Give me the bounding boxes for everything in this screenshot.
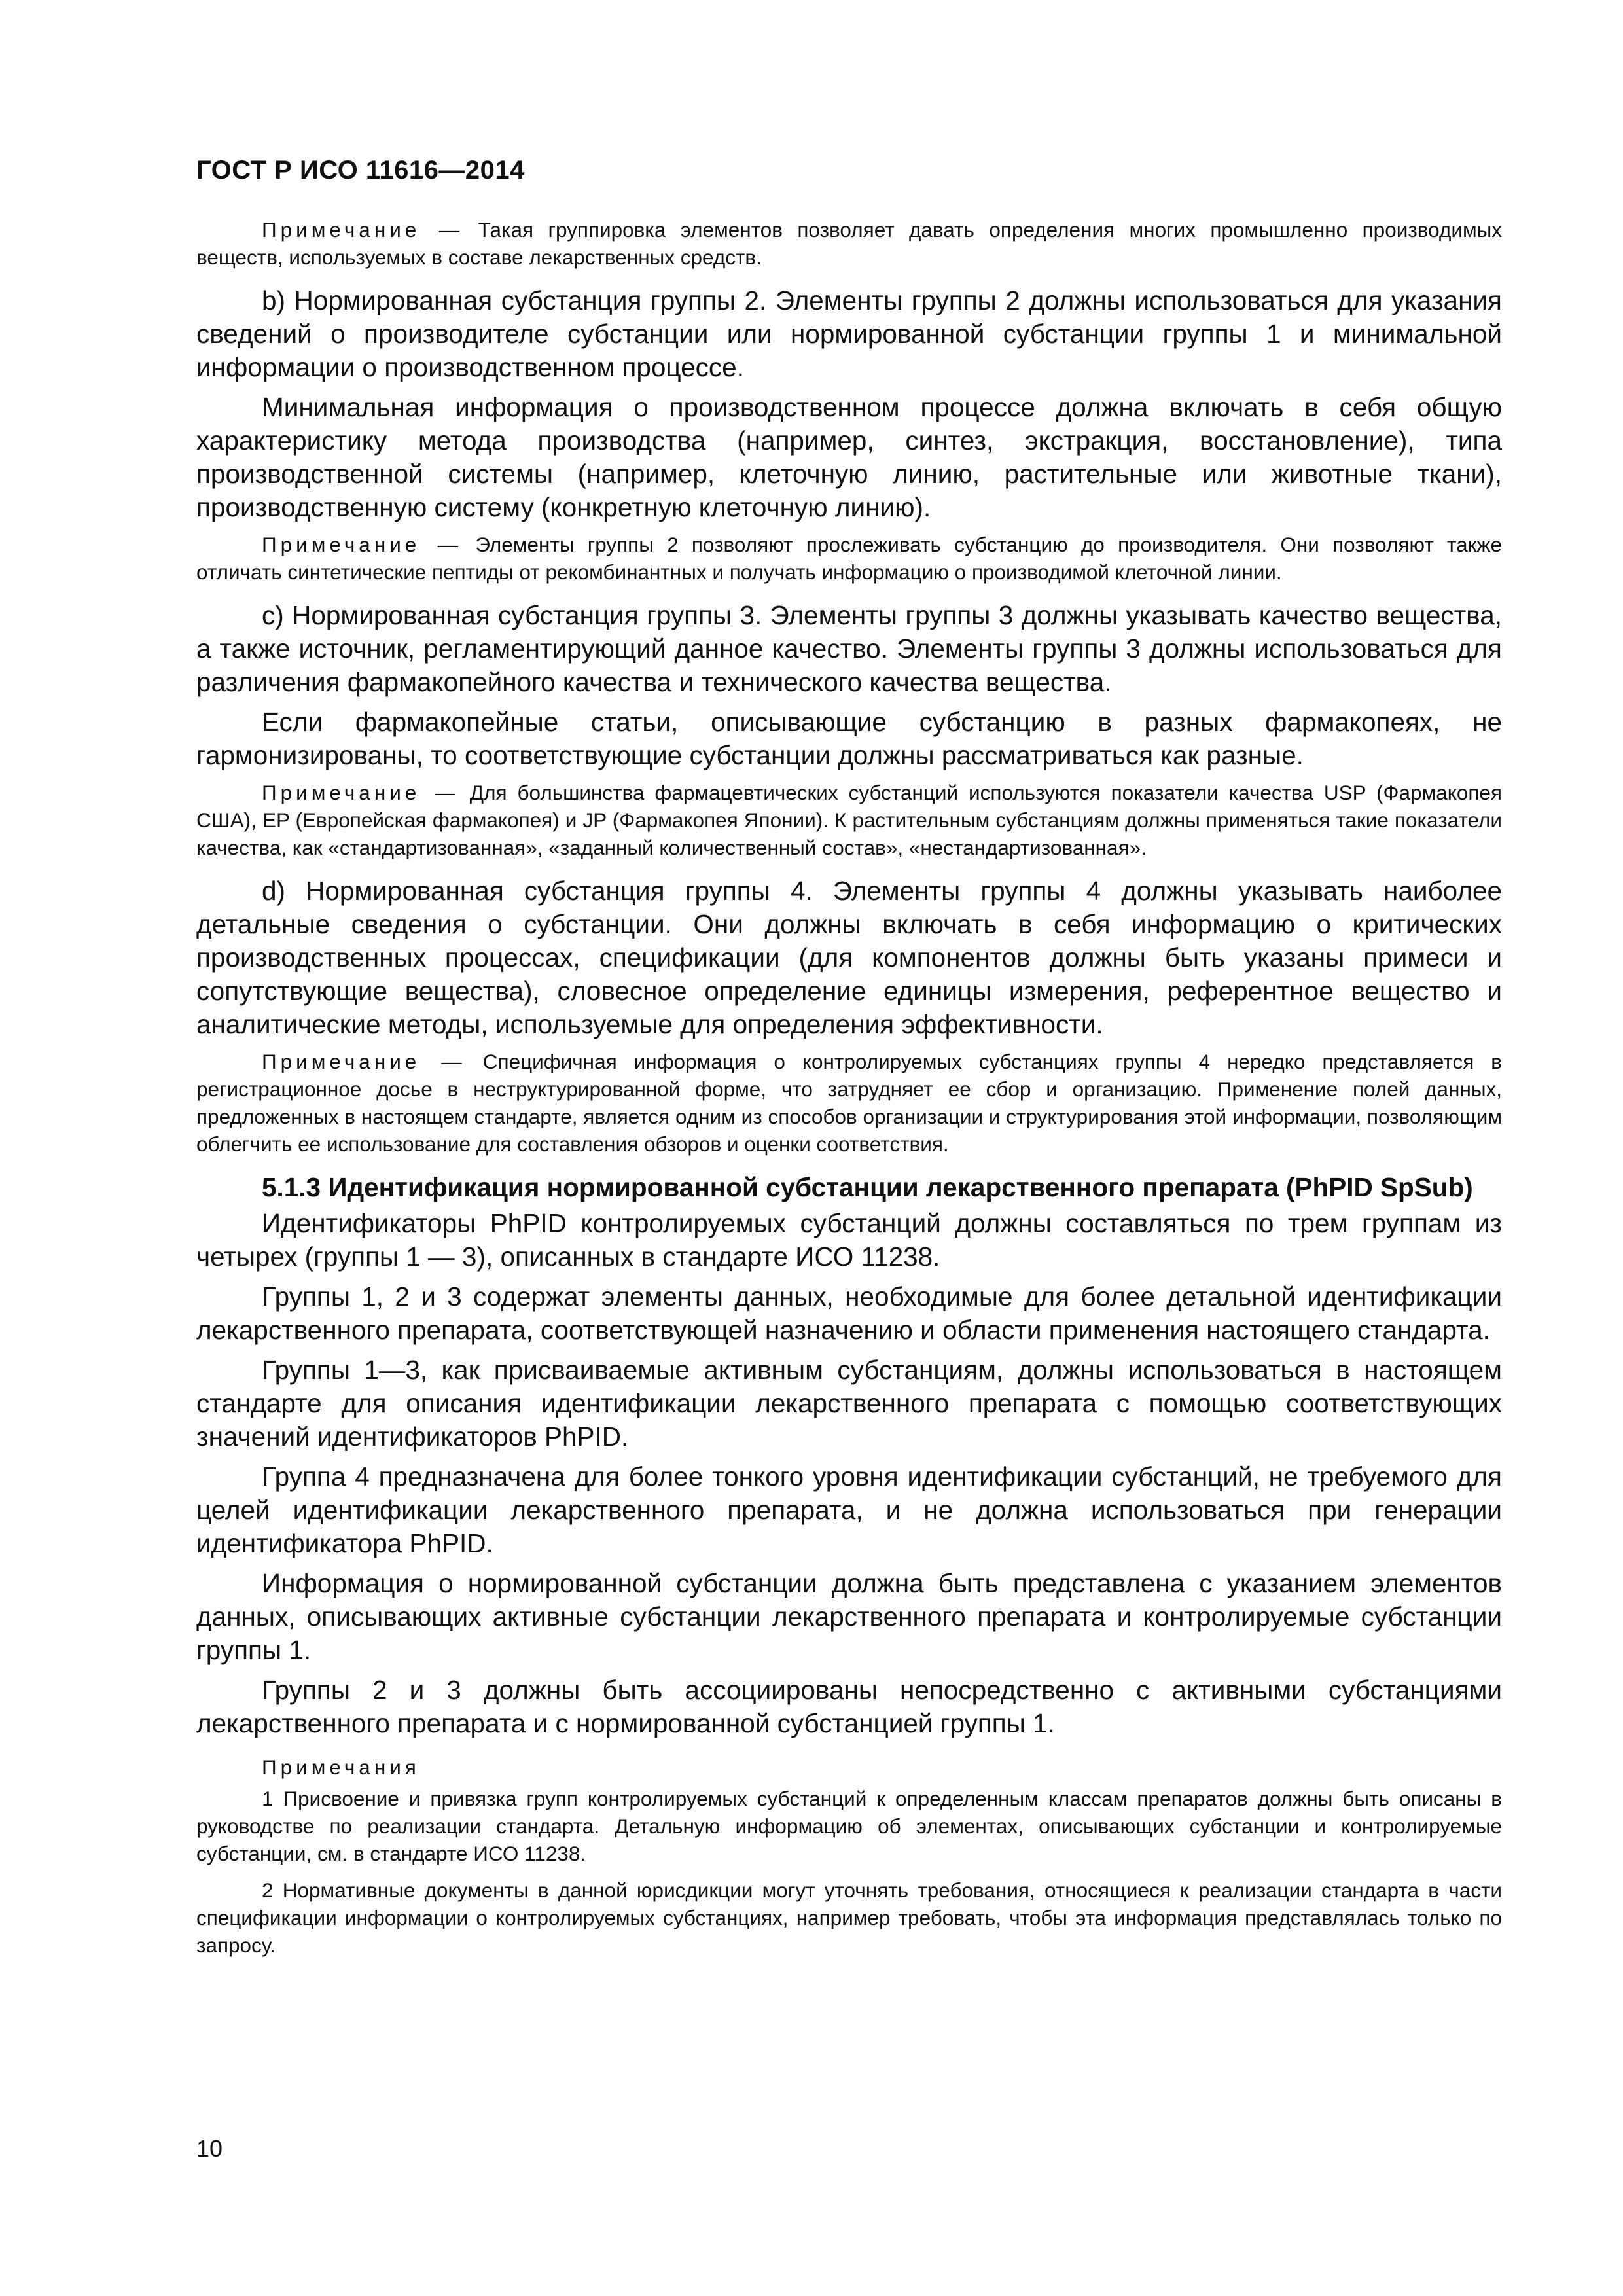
body-paragraph: d) Нормированная субстанция группы 4. Элементы группы 4 должны указывать наиболее детальные сведения о субстанции. Они должны включать в себя информацию о критических производственных процессах, спецификации (для компонентов должны быть указаны примеси и сопутствующие вещества), словесное определение единицы измерения, референтное вещество и аналитические методы, используемые для определения эффективности.	[196, 876, 1502, 1039]
note-text: Специфичная информация о контролируемых субстанциях группы 4 нередко представляется в регистрационное досье в неструктурированной форме, что затрудняет ее сбор и организацию. Применение полей данных, предложенных в настоящем стандарте, является одним из способов организации и структурирования этой информации, позволяющим облегчить ее использование для составления обзоров и оценки соответствия.	[196, 1050, 1502, 1156]
body-paragraph: Группы 1—3, как присваиваемые активным субстанциям, должны использоваться в настоящем стандарте для описания идентификации лекарственного препарата с помощью соответствующих значений идентификаторов PhPID.	[196, 1355, 1502, 1452]
page-number: 10	[196, 2135, 223, 2162]
note-paragraph	[196, 531, 1502, 586]
body-paragraph: Группы 1, 2 и 3 содержат элементы данных, необходимые для более детальной идентификации лекарственного препарата, соответствующей назначению и области применения настоящего стандарта.	[196, 1282, 1502, 1345]
notes-title: Примечания	[262, 1755, 420, 1779]
note-label: Примечание —	[262, 1050, 466, 1073]
page-content	[196, 216, 1502, 1968]
note-paragraph	[196, 1048, 1502, 1158]
section-heading: 5.1.3 Идентификация нормированной субстанции лекарственного препарата (PhPID SpSub)	[262, 1172, 1473, 1202]
body-paragraph: Если фармакопейные статьи, описывающие субстанцию в разных фармакопеях, не гармонизированы, то соответствующие субстанции должны рассматриваться как разные.	[196, 707, 1502, 770]
body-paragraph: Идентификаторы PhPID контролируемых субстанций должны составляться по трем группам из четырех (группы 1 — 3), описанных в стандарте ИСО 11238.	[196, 1208, 1502, 1272]
note-text: Для большинства фармацевтических субстанций используются показатели качества USP (Фармакопея США), EP (Европейская фармакопея) и JP (Фармакопея Японии). К растительным субстанциям должны применяться такие показатели качества, как «стандартизованная», «заданный количественный состав», «нестандартизованная».	[196, 781, 1502, 859]
body-paragraph: Группы 2 и 3 должны быть ассоциированы непосредственно с активными субстанциями лекарственного препарата и с нормированной субстанцией группы 1.	[196, 1675, 1502, 1738]
note-text: Такая группировка элементов позволяет давать определения многих промышленно производимых веществ, используемых в составе лекарственных средств.	[196, 218, 1502, 269]
body-paragraph: Группа 4 предназначена для более тонкого уровня идентификации субстанций, не требуемого для целей идентификации лекарственного препарата, и не должна использоваться при генерации идентификатора PhPID.	[196, 1462, 1502, 1558]
note-item: 1 Присвоение и привязка групп контролируемых субстанций к определенным классам препаратов должны быть описаны в руководстве по реализации стандарта. Детальную информацию об элементах, описывающих субстанции и контролируемые субстанции, см. в стандарте ИСО 11238.	[196, 1787, 1502, 1865]
note-label: Примечание —	[262, 218, 464, 242]
note-paragraph	[196, 779, 1502, 861]
note-label: Примечание —	[262, 533, 463, 556]
body-paragraph: b) Нормированная субстанция группы 2. Элементы группы 2 должны использоваться для указания сведений о производителе субстанции или нормированной субстанции группы 1 и минимальной информации о производственном процессе.	[196, 285, 1502, 382]
standard-header: ГОСТ Р ИСО 11616—2014	[196, 156, 525, 185]
body-paragraph: Минимальная информация о производственном процессе должна включать в себя общую характеристику метода производства (например, синтез, экстракция, восстановление), типа производственной системы (например, клеточную линию, растительные или животные ткани), производственную систему (конкретную клеточную линию).	[196, 392, 1502, 522]
note-paragraph	[196, 216, 1502, 271]
note-label: Примечание —	[262, 781, 459, 804]
note-item: 2 Нормативные документы в данной юрисдикции могут уточнять требования, относящиеся к реализации стандарта в части спецификации информации о контролируемых субстанциях, например требовать, чтобы эта информация представлялась только по запросу.	[196, 1878, 1502, 1957]
body-paragraph: c) Нормированная субстанция группы 3. Элементы группы 3 должны указывать качество вещества, а также источник, регламентирующий данное качество. Элементы группы 3 должны использоваться для различения фармакопейного качества и технического качества вещества.	[196, 600, 1502, 697]
body-paragraph: Информация о нормированной субстанции должна быть представлена с указанием элементов данных, описывающих активные субстанции лекарственного препарата и контролируемые субстанции группы 1.	[196, 1568, 1502, 1665]
note-text: Элементы группы 2 позволяют прослеживать субстанцию до производителя. Они позволяют также отличать синтетические пептиды от рекомбинантных и получать информацию о производимой клеточной линии.	[196, 533, 1502, 584]
